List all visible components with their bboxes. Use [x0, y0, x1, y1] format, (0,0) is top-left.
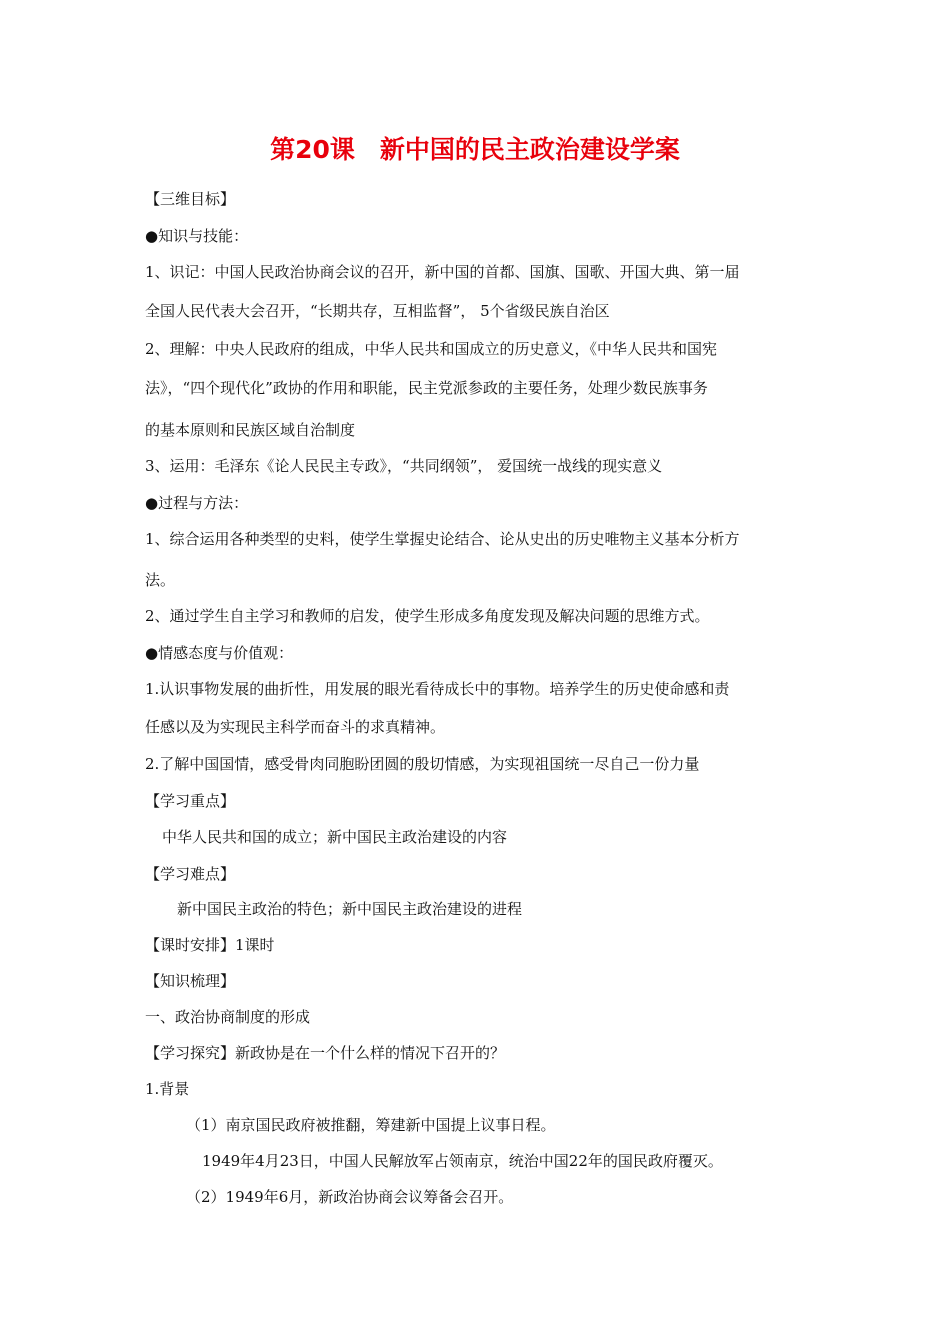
paragraph-line: （2）1949年6月，新政治协商会议筹备会召开。 [186, 1188, 514, 1206]
paragraph-line: 新中国民主政治的特色；新中国民主政治建设的进程 [177, 900, 523, 918]
section-heading-objectives: 【三维目标】 [145, 190, 236, 208]
paragraph-line: （1）南京国民政府被推翻，筹建新中国提上议事日程。 [186, 1116, 556, 1134]
document-title: 第20课 新中国的民主政治建设学案 [270, 135, 680, 164]
paragraph-line: 2、通过学生自主学习和教师的启发，使学生形成多角度发现及解决问题的思维方式。 [145, 607, 710, 625]
paragraph-line: 1.认识事物发展的曲折性，用发展的眼光看待成长中的事物。培养学生的历史使命感和责 [145, 680, 730, 698]
section-heading-knowledge-review: 【知识梳理】 [145, 972, 236, 990]
paragraph-line: 的基本原则和民族区域自治制度 [145, 421, 356, 439]
paragraph-line: 中华人民共和国的成立；新中国民主政治建设的内容 [162, 828, 508, 846]
section-heading-schedule: 【课时安排】1课时 [145, 936, 275, 954]
paragraph-line: 1、综合运用各种类型的史料，使学生掌握史论结合、论从史出的历史唯物主义基本分析方 [145, 530, 740, 548]
paragraph-line: 1、识记：中国人民政治协商会议的召开，新中国的首都、国旗、国歌、开国大典、第一届 [145, 263, 740, 281]
paragraph-line: 3、运用：毛泽东《论人民民主专政》，“共同纲领”， 爱国统一战线的现实意义 [145, 457, 663, 475]
paragraph-line: 2.了解中国国情，感受骨肉同胞盼团圆的殷切情感，为实现祖国统一尽自己一份力量 [145, 755, 700, 773]
section-heading-key-points: 【学习重点】 [145, 792, 236, 810]
paragraph-line: 任感以及为实现民主科学而奋斗的求真精神。 [145, 718, 446, 736]
paragraph-line: 法。 [145, 571, 176, 589]
paragraph-line: 全国人民代表大会召开，“长期共存，互相监督”， 5个省级民族自治区 [145, 302, 610, 320]
paragraph-line: 【学习探究】新政协是在一个什么样的情况下召开的？ [145, 1044, 506, 1062]
subheading-emotion-values: ●情感态度与价值观： [145, 644, 294, 662]
subheading-knowledge-skills: ●知识与技能： [145, 227, 249, 245]
paragraph-line: 法》，“四个现代化”政协的作用和职能，民主党派参政的主要任务，处理少数民族事务 [145, 379, 708, 397]
paragraph-line: 2、理解：中央人民政府的组成，中华人民共和国成立的历史意义，《中华人民共和国宪 [145, 340, 718, 358]
paragraph-line: 一、政治协商制度的形成 [145, 1008, 311, 1026]
paragraph-line: 1.背景 [145, 1080, 190, 1098]
section-heading-difficulties: 【学习难点】 [145, 865, 236, 883]
paragraph-line: 1949年4月23日，中国人民解放军占领南京，统治中国22年的国民政府覆灭。 [202, 1152, 723, 1170]
subheading-process-methods: ●过程与方法： [145, 494, 249, 512]
